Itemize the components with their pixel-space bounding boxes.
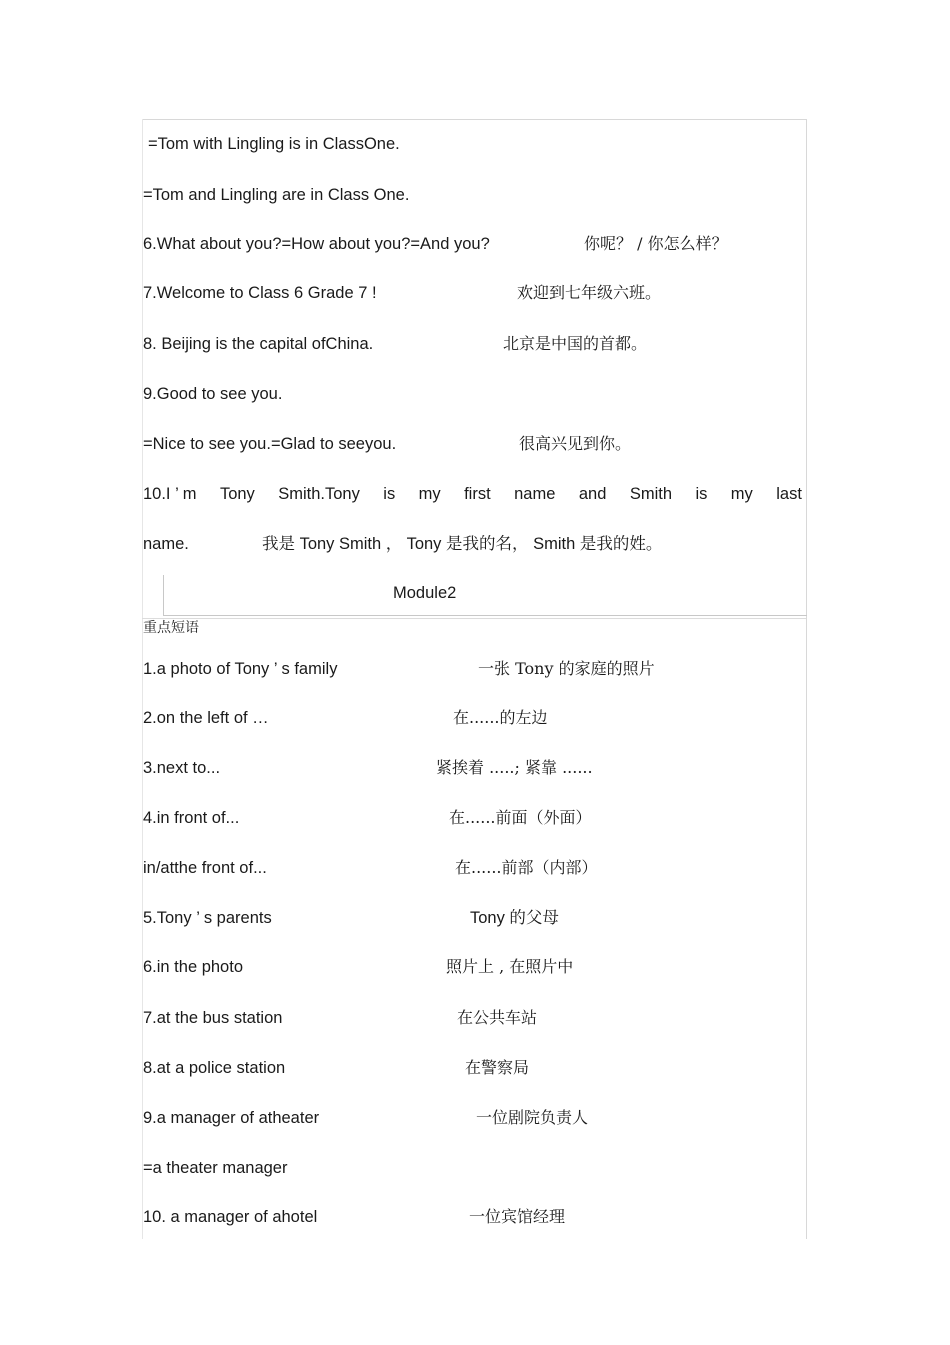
sentence-9b-chinese: 很高兴见到你。 (519, 434, 632, 453)
word: and (578, 485, 607, 503)
word: is (695, 485, 708, 503)
sentence-line-2: =Tom and Lingling are in Class One. (143, 186, 410, 204)
sentence-line-1: =Tom with Lingling is in ClassOne. (148, 135, 400, 153)
phrase-4b-chinese: 在......前部（内部） (455, 858, 598, 877)
sentence-10-chinese: 我是 Tony Smith ， Tony 是我的名， Smith 是我的姓。 (262, 535, 663, 553)
word: name (514, 485, 556, 503)
phrase-8-chinese: 在警察局 (465, 1058, 530, 1077)
module-header-box (163, 575, 807, 616)
word: first (464, 485, 491, 503)
word: 10.I ’ m (143, 485, 197, 503)
phrase-5-chinese: Tony 的父母 (470, 909, 559, 927)
page-frame-right (806, 119, 807, 1239)
sentence-9-english: 9.Good to see you. (143, 385, 283, 403)
sentence-9b-english: =Nice to see you.=Glad to seeyou. (143, 435, 397, 453)
sentence-8-chinese: 北京是中国的首都。 (503, 334, 648, 353)
sentence-7-english: 7.Welcome to Class 6 Grade 7 ! (143, 284, 377, 302)
phrase-10-chinese: 一位宾馆经理 (469, 1207, 566, 1226)
module-title: Module2 (393, 584, 457, 602)
phrase-2-english: 2.on the left of … (143, 709, 269, 727)
sentence-6-english: 6.What about you?=How about you?=And you? (143, 235, 490, 253)
word: Smith (629, 485, 672, 503)
phrase-9-chinese: 一位剧院负责人 (476, 1108, 589, 1127)
phrase-1-english: 1.a photo of Tony ’ s family (143, 660, 338, 678)
phrase-5-english: 5.Tony ’ s parents (143, 909, 272, 927)
module-divider (142, 618, 806, 619)
word: my (418, 485, 441, 503)
phrase-4-english: 4.in front of... (143, 809, 240, 827)
word: my (730, 485, 753, 503)
phrase-4b-english: in/atthe front of... (143, 859, 267, 877)
phrase-3-english: 3.next to... (143, 759, 221, 777)
section-label: 重点短语 (143, 620, 199, 636)
phrase-10-english: 10. a manager of ahotel (143, 1208, 318, 1226)
phrase-7-chinese: 在公共车站 (457, 1008, 538, 1027)
word: Smith.Tony (278, 485, 360, 503)
sentence-7-chinese: 欢迎到七年级六班。 (517, 283, 662, 302)
phrase-7-english: 7.at the bus station (143, 1009, 283, 1027)
phrase-9-english: 9.a manager of atheater (143, 1109, 320, 1127)
word: Tony (219, 485, 255, 503)
phrase-3-chinese: 紧挨着 .....; 紧靠 ...... (436, 758, 593, 777)
phrase-6-chinese: 照片上 , 在照片中 (446, 957, 574, 976)
phrase-1-chinese: 一张 Tony 的家庭的照片 (478, 659, 655, 678)
word: is (383, 485, 396, 503)
sentence-8-english: 8. Beijing is the capital ofChina. (143, 335, 374, 353)
phrase-6-english: 6.in the photo (143, 958, 243, 976)
sentence-10-english-line1 (143, 484, 802, 504)
word: last (776, 485, 802, 503)
phrase-8-english: 8.at a police station (143, 1059, 286, 1077)
sentence-10-english-line2: name. (143, 535, 189, 553)
phrase-9b-english: =a theater manager (143, 1159, 288, 1177)
page-frame-top (142, 119, 806, 120)
phrase-2-chinese: 在......的左边 (453, 708, 548, 727)
phrase-4-chinese: 在......前面（外面） (449, 808, 592, 827)
sentence-6-chinese: 你呢？ / 你怎么样？ (584, 234, 728, 253)
